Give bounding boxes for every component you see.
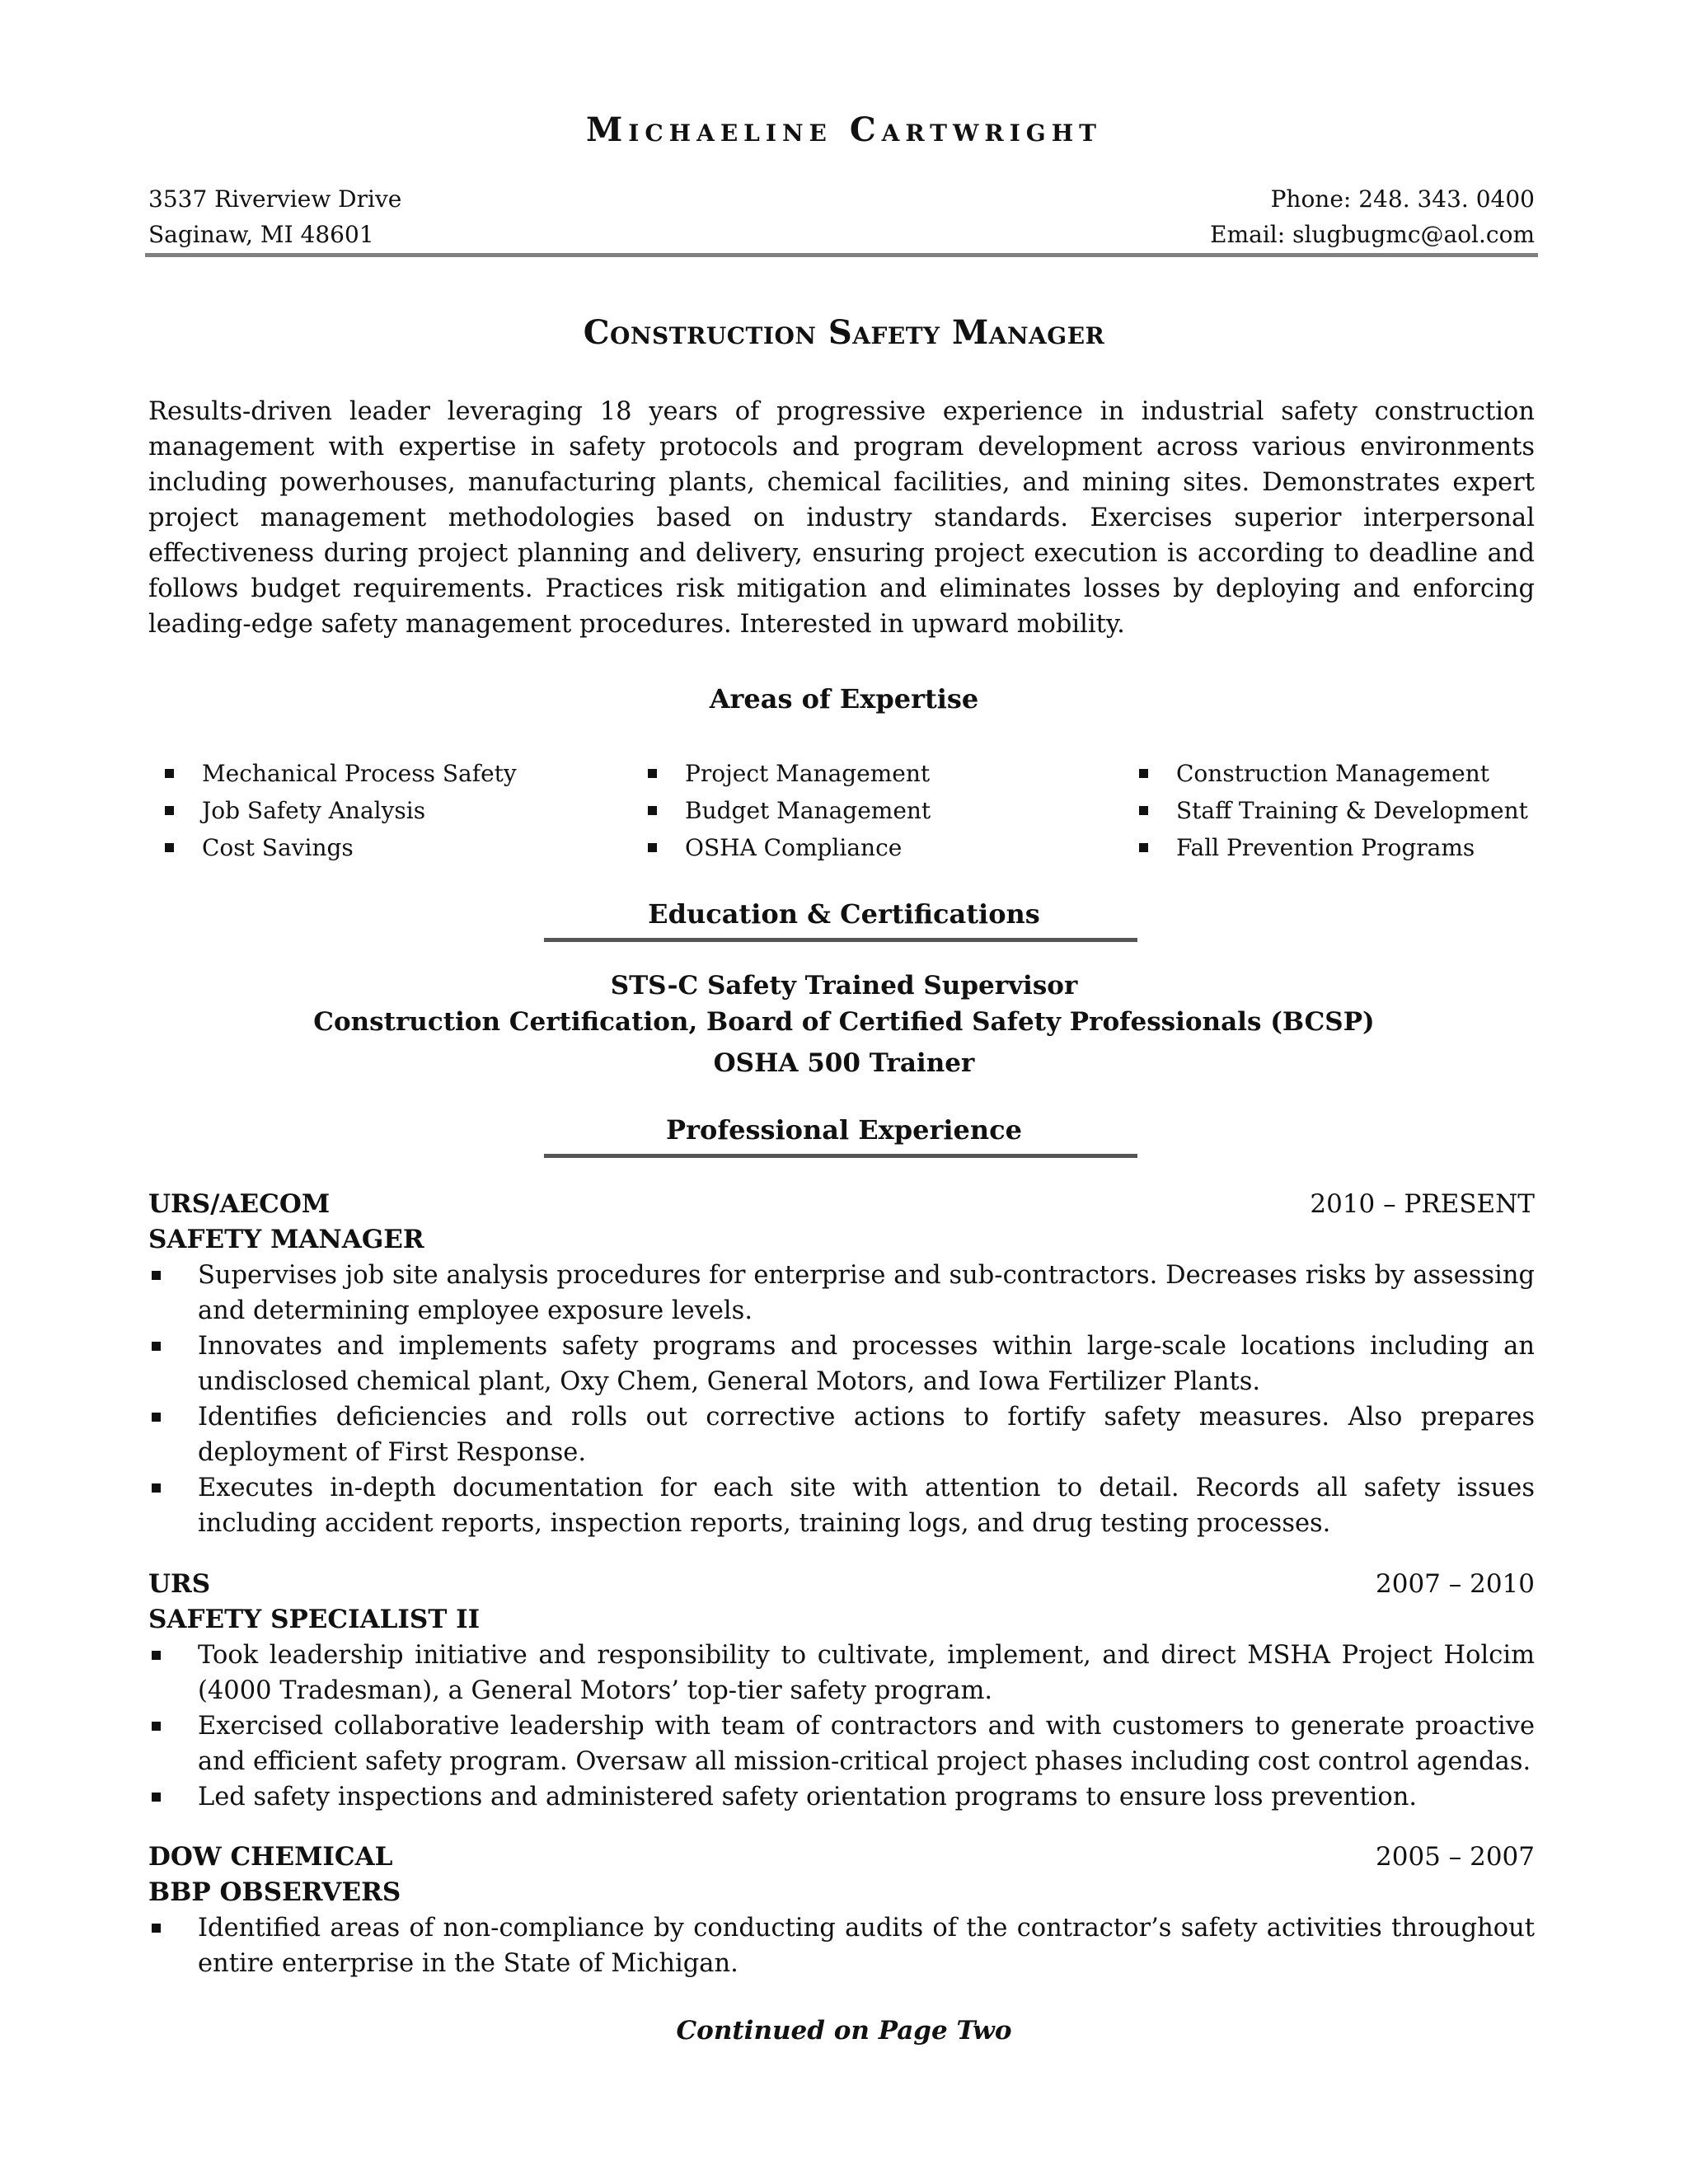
list-item: Identifies deficiencies and rolls out corrective actions to fortify safety measures. Also prepares deployment of First Response. bbox=[148, 1399, 1535, 1470]
bullet-icon bbox=[165, 843, 174, 852]
company-name: URS/AECOM bbox=[148, 1189, 331, 1219]
certification-2: Construction Certification, Board of Certified Safety Professionals (BCSP) bbox=[313, 1007, 1375, 1037]
phone-email-block bbox=[1210, 181, 1535, 252]
bullet-icon bbox=[152, 1271, 161, 1280]
expertise-column-1 bbox=[165, 755, 517, 866]
bullet-icon bbox=[1139, 843, 1148, 852]
list-item: Innovates and implements safety programs and processes within large-scale locations including an undisclosed chemical plant, Oxy Chem, General Motors, and Iowa Fertilizer Plants. bbox=[148, 1329, 1535, 1399]
company-name: URS bbox=[148, 1569, 211, 1599]
email: Email: slugbugmc@aol.com bbox=[1210, 221, 1535, 248]
list-item: Project Management bbox=[648, 755, 931, 792]
experience-heading: Professional Experience bbox=[666, 1114, 1022, 1146]
list-item: Took leadership initiative and responsibility to cultivate, implement, and direct MSHA Project Holcim (4000 Tradesman), a General Motors’ top-tier safety program. bbox=[148, 1638, 1535, 1708]
certification-3: OSHA 500 Trainer bbox=[713, 1048, 975, 1078]
list-item: Budget Management bbox=[648, 792, 931, 829]
bullet-icon bbox=[152, 1722, 161, 1731]
expertise-column-3 bbox=[1139, 755, 1528, 866]
bullet-icon bbox=[648, 806, 657, 815]
bullet-icon bbox=[648, 843, 657, 852]
job-entry bbox=[148, 1187, 1535, 1541]
address-line-2: Saginaw, MI 48601 bbox=[148, 221, 374, 248]
phone: Phone: 248. 343. 0400 bbox=[1270, 185, 1535, 213]
address-line-1: 3537 Riverview Drive bbox=[148, 185, 402, 213]
professional-summary: Results-driven leader leveraging 18 years of progressive experience in industrial safety construction management with expertise in safety protocols and program development across various environments including powerhouses, manufacturing plants, chemical facilities, and mining sites. Demonstrates expert project management methodologies based on industry standards. Exercises superior interpersonal effectiveness during project planning and delivery, ensuring project execution is according to deadline and follows budget requirements. Practices risk mitigation and eliminates losses by deploying and enforcing leading-edge safety management procedures. Interested in upward mobility. bbox=[148, 397, 1535, 639]
list-item: Fall Prevention Programs bbox=[1139, 829, 1528, 866]
bullet-icon bbox=[1139, 769, 1148, 778]
list-item: Construction Management bbox=[1139, 755, 1528, 792]
continued-note: Continued on Page Two bbox=[676, 2016, 1012, 2046]
bullet-icon bbox=[152, 1793, 161, 1802]
job-role: BBP OBSERVERS bbox=[148, 1877, 401, 1907]
bullet-icon bbox=[1139, 806, 1148, 815]
bullet-icon bbox=[152, 1413, 161, 1422]
bullet-icon bbox=[152, 1651, 161, 1660]
education-divider bbox=[544, 938, 1137, 942]
list-item: Executes in-depth documentation for each site with attention to detail. Records all safety issues including accident reports, inspection reports, training logs, and drug testing processes. bbox=[148, 1470, 1535, 1541]
list-item: Identified areas of non-compliance by conducting audits of the contractor’s safety activities throughout entire enterprise in the State of Michigan. bbox=[148, 1910, 1535, 1981]
list-item: Staff Training & Development bbox=[1139, 792, 1528, 829]
bullet-icon bbox=[648, 769, 657, 778]
bullet-icon bbox=[152, 1342, 161, 1351]
list-item: Mechanical Process Safety bbox=[165, 755, 517, 792]
list-item: Supervises job site analysis procedures for enterprise and sub-contractors. Decreases risks by assessing and determining employee exposure levels. bbox=[148, 1258, 1535, 1329]
expertise-column-2 bbox=[648, 755, 931, 866]
list-item: OSHA Compliance bbox=[648, 829, 931, 866]
job-role: SAFETY MANAGER bbox=[148, 1225, 424, 1254]
expertise-list bbox=[165, 755, 1550, 870]
job-dates: 2010 – PRESENT bbox=[1310, 1189, 1535, 1219]
bullet-icon bbox=[165, 769, 174, 778]
bullet-icon bbox=[165, 806, 174, 815]
list-item: Exercised collaborative leadership with team of contractors and with customers to generate proactive and efficient safety program. Oversaw all mission-critical project phases including cost control agendas. bbox=[148, 1708, 1535, 1779]
job-entry bbox=[148, 1840, 1535, 1981]
job-dates: 2005 – 2007 bbox=[1376, 1842, 1535, 1872]
job-entry bbox=[148, 1567, 1535, 1815]
job-dates: 2007 – 2010 bbox=[1376, 1569, 1535, 1599]
header-divider bbox=[145, 253, 1538, 257]
list-item: Led safety inspections and administered safety orientation programs to ensure loss prevention. bbox=[148, 1779, 1535, 1815]
education-heading: Education & Certifications bbox=[648, 898, 1040, 930]
bullet-icon bbox=[152, 1483, 161, 1493]
list-item: Job Safety Analysis bbox=[165, 792, 517, 829]
list-item: Cost Savings bbox=[165, 829, 517, 866]
job-title: Construction Safety Manager bbox=[583, 313, 1105, 352]
job-role: SAFETY SPECIALIST II bbox=[148, 1605, 481, 1634]
candidate-name: Michaeline Cartwright bbox=[585, 110, 1103, 149]
certification-1: STS-C Safety Trained Supervisor bbox=[610, 971, 1078, 1001]
experience-divider bbox=[544, 1154, 1137, 1158]
expertise-heading: Areas of Expertise bbox=[709, 683, 979, 715]
company-name: DOW CHEMICAL bbox=[148, 1842, 393, 1872]
bullet-icon bbox=[152, 1924, 161, 1933]
address-block bbox=[148, 181, 401, 252]
